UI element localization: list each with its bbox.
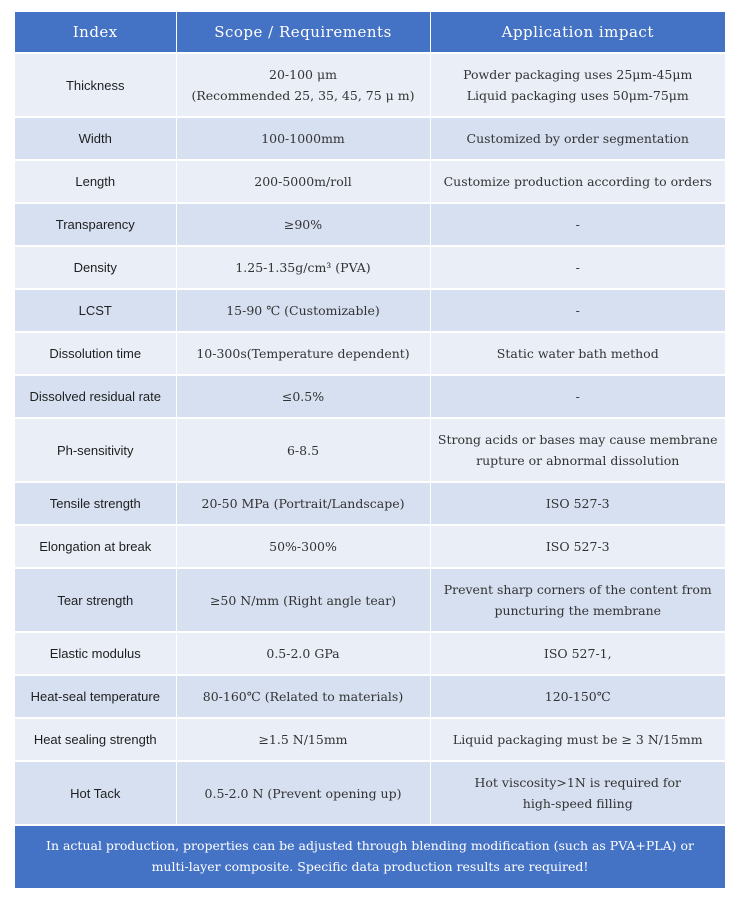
table-row xyxy=(15,160,725,203)
header-index: Index xyxy=(15,12,176,53)
cell-impact xyxy=(430,332,725,375)
table-row xyxy=(15,482,725,525)
cell-scope xyxy=(176,117,430,160)
scope-line: ≥50 N/mm (Right angle tear) xyxy=(209,592,397,608)
cell-impact xyxy=(430,203,725,246)
impact-line: Strong acids or bases may cause membrane xyxy=(437,432,718,447)
scope-line: 6-8.5 xyxy=(286,442,320,458)
cell-impact xyxy=(430,418,725,482)
cell-impact xyxy=(430,482,725,525)
cell-index: Heat sealing strength xyxy=(15,718,176,761)
cell-scope xyxy=(176,525,430,568)
cell-index: Elongation at break xyxy=(15,525,176,568)
table-row xyxy=(15,632,725,675)
impact-line: Customize production according to orders xyxy=(443,174,712,189)
scope-line: 20-50 MPa (Portrait/Landscape) xyxy=(201,496,405,511)
table-row xyxy=(15,761,725,824)
spec-table xyxy=(15,12,725,824)
impact-line: - xyxy=(575,260,580,275)
table-row xyxy=(15,525,725,568)
cell-impact xyxy=(430,53,725,117)
cell-index: Elastic modulus xyxy=(15,632,176,675)
spec-table-container xyxy=(15,12,725,888)
cell-scope xyxy=(176,203,430,246)
scope-line: 10-300s(Temperature dependent) xyxy=(196,346,410,361)
cell-impact xyxy=(430,525,725,568)
cell-index: Tensile strength xyxy=(15,482,176,525)
cell-index: Transparency xyxy=(15,203,176,246)
cell-index: Length xyxy=(15,160,176,203)
impact-line: - xyxy=(575,217,580,232)
scope-line: 20-100 μm xyxy=(269,67,337,82)
impact-line: Prevent sharp corners of the content from xyxy=(443,582,712,597)
cell-scope xyxy=(176,568,430,632)
scope-line: (Recommended 25, 35, 45, 75 μ m) xyxy=(191,88,415,103)
table-row xyxy=(15,117,725,160)
cell-scope xyxy=(176,53,430,117)
header-scope: Scope / Requirements xyxy=(176,12,430,53)
cell-scope xyxy=(176,675,430,718)
footer-note xyxy=(15,826,725,888)
impact-line: Powder packaging uses 25μm-45μm xyxy=(463,67,693,82)
table-row xyxy=(15,203,725,246)
impact-line: Hot viscosity>1N is required for xyxy=(474,775,682,790)
impact-line: Liquid packaging uses 50μm-75μm xyxy=(466,88,689,103)
cell-index: Dissolved residual rate xyxy=(15,375,176,418)
cell-impact xyxy=(430,117,725,160)
impact-line: Liquid packaging must be ≥ 3 N/15mm xyxy=(452,732,703,747)
impact-line: puncturing the membrane xyxy=(494,603,662,618)
table-row xyxy=(15,375,725,418)
cell-scope xyxy=(176,289,430,332)
cell-impact xyxy=(430,246,725,289)
scope-line: 0.5-2.0 N (Prevent opening up) xyxy=(204,785,402,801)
cell-impact xyxy=(430,718,725,761)
cell-scope xyxy=(176,632,430,675)
impact-line: rupture or abnormal dissolution xyxy=(476,453,680,468)
cell-index: Dissolution time xyxy=(15,332,176,375)
table-body xyxy=(15,53,725,824)
table-row xyxy=(15,418,725,482)
impact-line: Customized by order segmentation xyxy=(466,131,689,146)
cell-scope xyxy=(176,482,430,525)
cell-scope xyxy=(176,246,430,289)
impact-line: ISO 527-3 xyxy=(545,539,610,554)
cell-scope xyxy=(176,332,430,375)
table-row xyxy=(15,332,725,375)
table-row xyxy=(15,718,725,761)
table-row xyxy=(15,246,725,289)
scope-line: 80-160℃ (Related to materials) xyxy=(202,689,404,704)
cell-impact xyxy=(430,375,725,418)
cell-scope xyxy=(176,375,430,418)
scope-line: ≥90% xyxy=(283,217,323,232)
header-impact: Application impact xyxy=(430,12,725,53)
scope-line: 50%-300% xyxy=(269,539,337,554)
scope-line: 100-1000mm xyxy=(261,131,345,146)
table-header-row xyxy=(15,12,725,53)
scope-line: 0.5-2.0 GPa xyxy=(266,646,340,661)
cell-index: Density xyxy=(15,246,176,289)
footer-line: multi-layer composite. Specific data production results are required! xyxy=(151,859,589,874)
scope-line: 200-5000m/roll xyxy=(254,174,352,189)
cell-impact xyxy=(430,675,725,718)
cell-scope xyxy=(176,160,430,203)
cell-index: Ph-sensitivity xyxy=(15,418,176,482)
table-row xyxy=(15,289,725,332)
cell-impact xyxy=(430,289,725,332)
footer-line: In actual production, properties can be adjusted through blending modification (such as PVA+PLA) or xyxy=(46,838,694,853)
scope-line: 1.25-1.35g/cm³ (PVA) xyxy=(235,260,371,275)
cell-impact xyxy=(430,160,725,203)
impact-line: - xyxy=(575,389,580,404)
impact-line: ISO 527-3 xyxy=(545,496,610,511)
scope-line: ≤0.5% xyxy=(281,389,325,404)
cell-index: Width xyxy=(15,117,176,160)
cell-index: Hot Tack xyxy=(15,761,176,824)
cell-scope xyxy=(176,761,430,824)
scope-line: 15-90 ℃ (Customizable) xyxy=(226,303,380,318)
table-row xyxy=(15,53,725,117)
cell-scope xyxy=(176,418,430,482)
table-row xyxy=(15,568,725,632)
table-row xyxy=(15,675,725,718)
impact-line: ISO 527-1, xyxy=(543,646,612,661)
cell-impact xyxy=(430,761,725,824)
scope-line: ≥1.5 N/15mm xyxy=(258,732,348,747)
cell-impact xyxy=(430,632,725,675)
impact-line: high-speed filling xyxy=(522,796,633,811)
cell-impact xyxy=(430,568,725,632)
impact-line: 120-150℃ xyxy=(544,689,611,704)
cell-index: Heat-seal temperature xyxy=(15,675,176,718)
impact-line: - xyxy=(575,303,580,318)
impact-line: Static water bath method xyxy=(496,346,659,361)
cell-scope xyxy=(176,718,430,761)
cell-index: Tear strength xyxy=(15,568,176,632)
cell-index: LCST xyxy=(15,289,176,332)
cell-index: Thickness xyxy=(15,53,176,117)
